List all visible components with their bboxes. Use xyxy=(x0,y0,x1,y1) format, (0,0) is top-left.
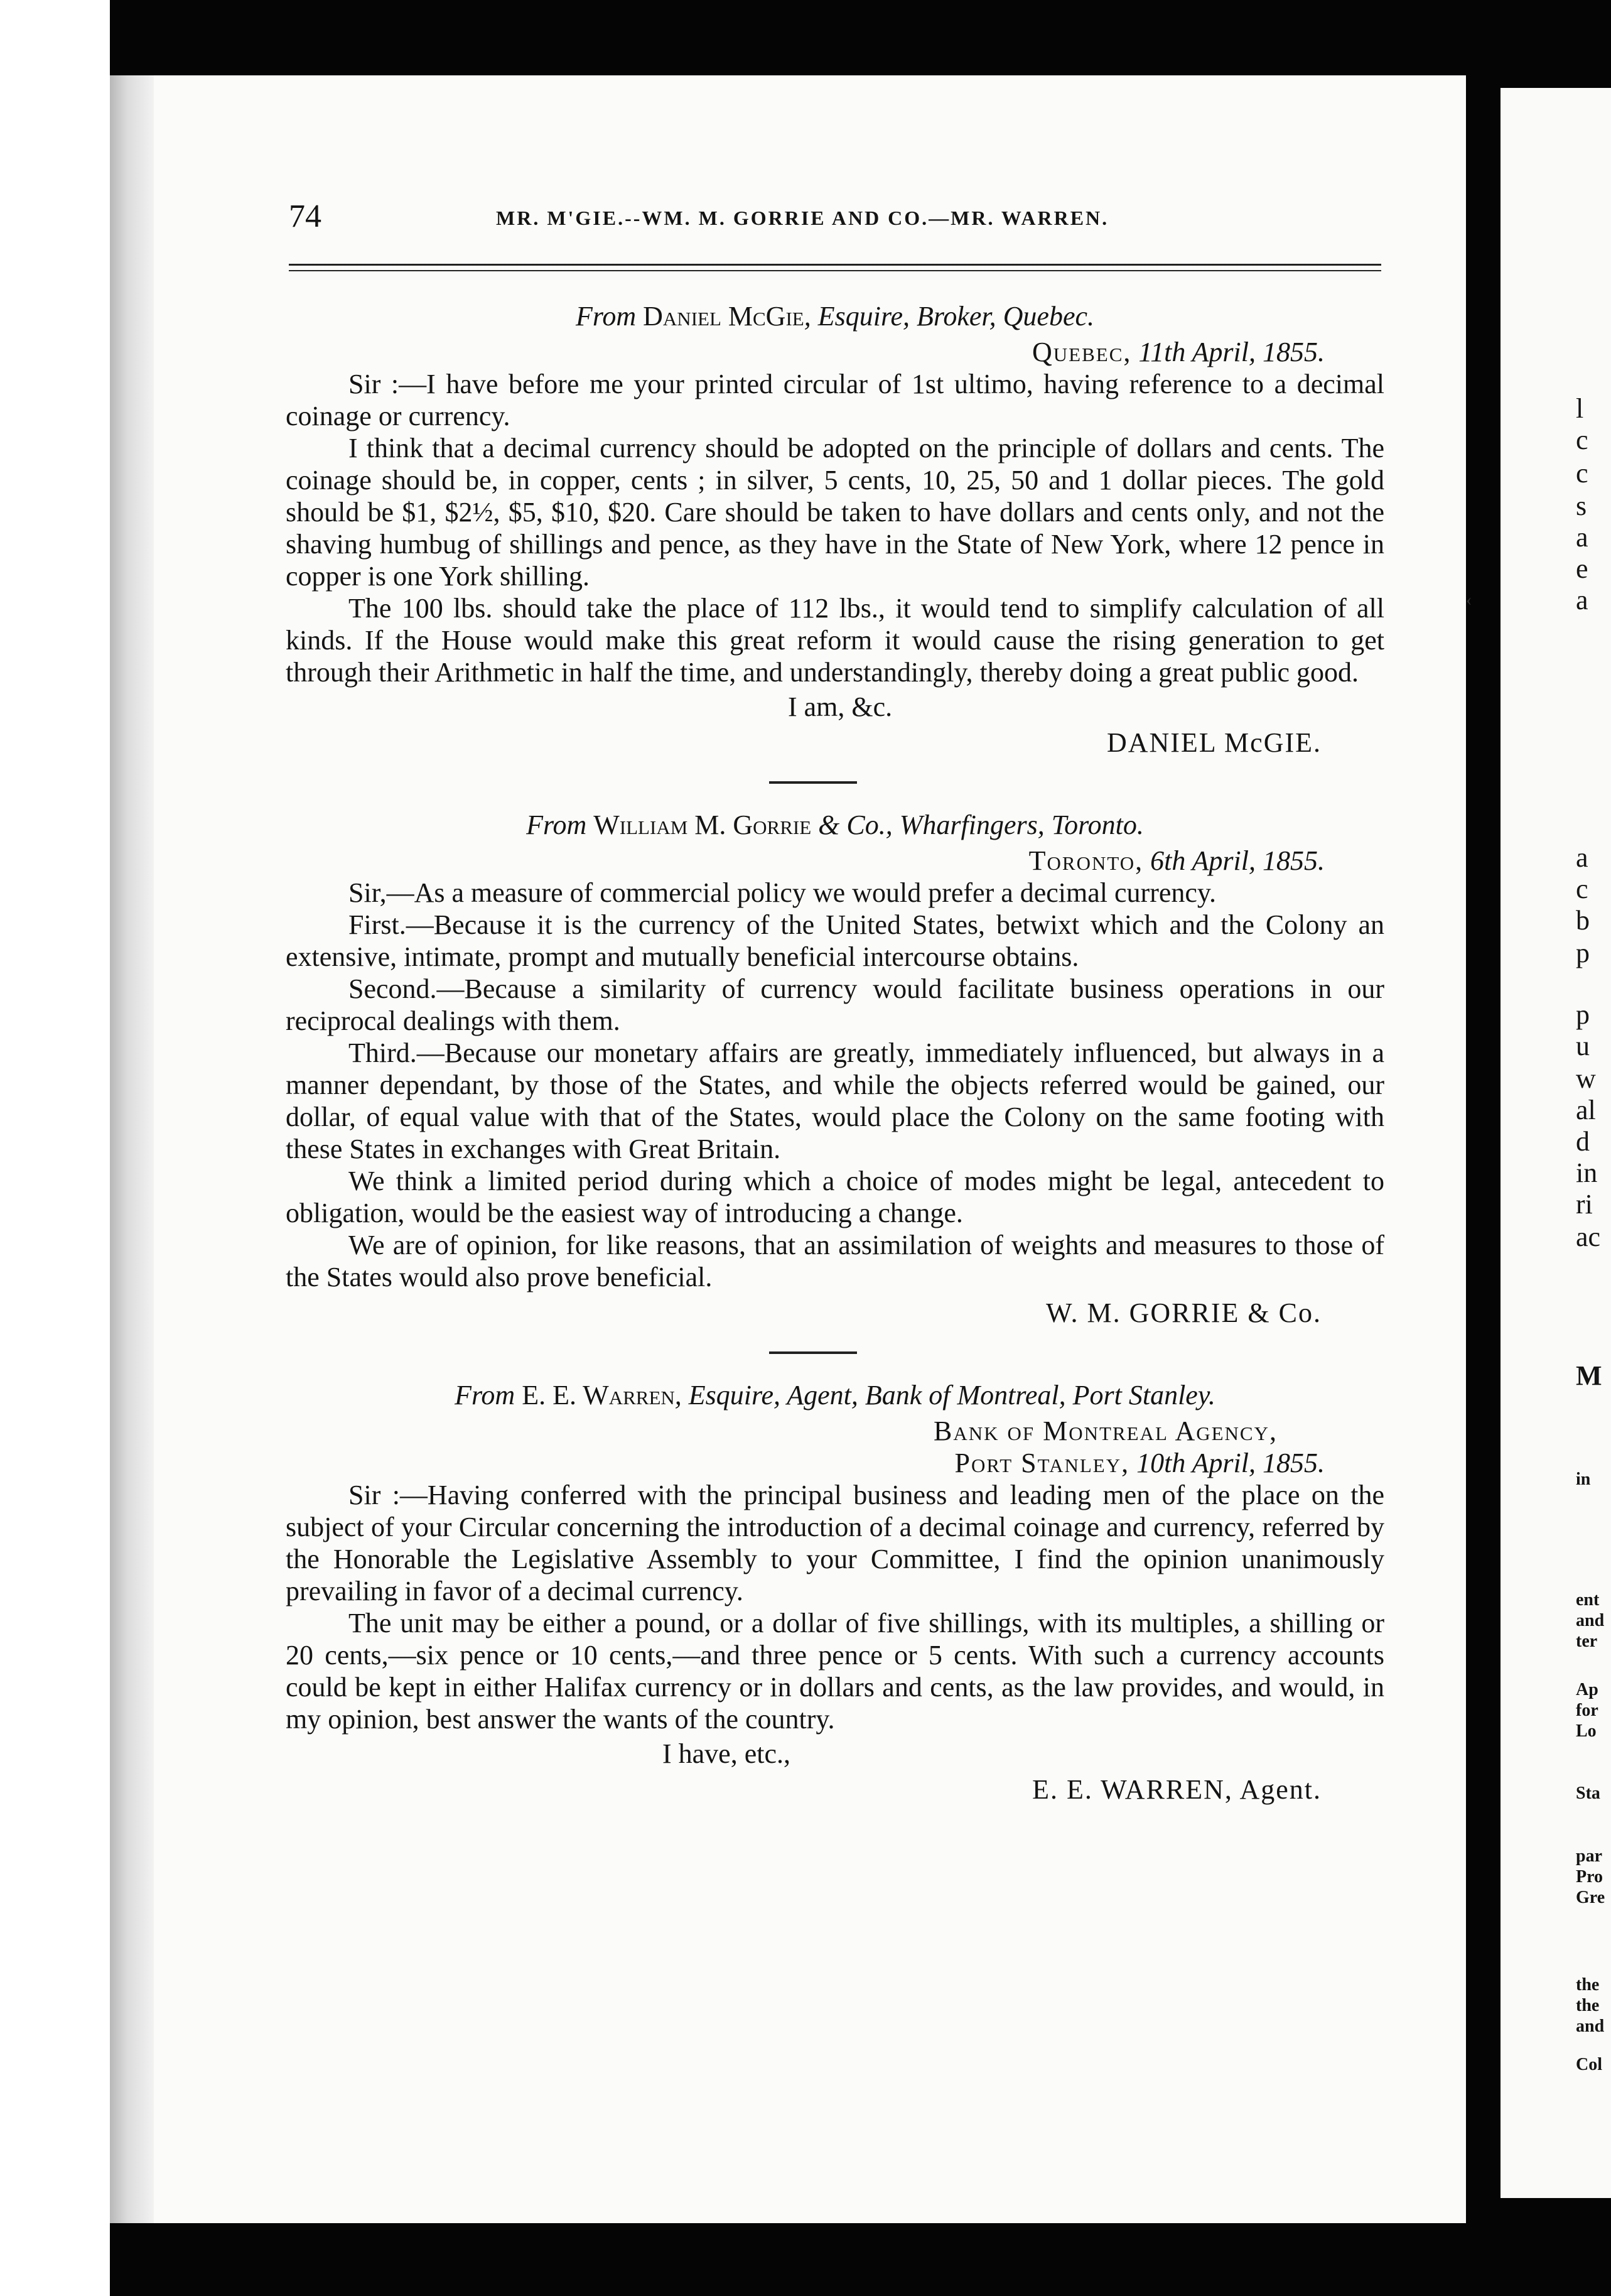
page-header xyxy=(289,198,1387,236)
letter-signature: W. M. GORRIE & Co. xyxy=(1046,1297,1322,1328)
margin-mark: ‹ xyxy=(1466,590,1472,610)
fragment-text: Pro xyxy=(1576,1867,1603,1887)
fragment-text: l xyxy=(1576,393,1584,424)
fragment-text: in xyxy=(1576,1157,1598,1188)
letter-paragraph: Third.—Because our monetary affairs are greatly, immediately influenced, but always in a manner dependant, by those of the States, and while the objects referred would be gained, our dollar, of equal value with that of the States, would place the Colony on the same footing with these States in exchanges with Great Britain. xyxy=(286,1037,1384,1164)
fragment-text: in xyxy=(1576,1470,1591,1489)
fragment-text: p xyxy=(1576,938,1590,968)
letter-heading: From Daniel McGie, Esquire, Broker, Quebec. xyxy=(575,301,1095,332)
section-divider xyxy=(769,781,857,784)
fragment-text: b xyxy=(1576,905,1590,936)
fragment-text: for xyxy=(1576,1701,1598,1720)
fragment-text: Col xyxy=(1576,2055,1602,2074)
fragment-text: Ap xyxy=(1576,1680,1598,1699)
fragment-text: M xyxy=(1576,1360,1602,1391)
fragment-text: the xyxy=(1576,1996,1600,2015)
fragment-text: and xyxy=(1576,1611,1605,1630)
letter-paragraph: Sir :—Having conferred with the principal business and leading men of the place on the subject of your Circular concerning the introduction of a decimal coinage and currency, referred by the Honorable the Legislative Assembly to your Committee, I find the opinion unanimously prevailing in favor of a decimal currency. xyxy=(286,1480,1384,1606)
fragment-text: Gre xyxy=(1576,1888,1605,1907)
fragment-text: c xyxy=(1576,874,1588,904)
fragment-text: u xyxy=(1576,1031,1590,1061)
letter-signature: E. E. WARREN, Agent. xyxy=(1032,1774,1322,1805)
letter-paragraph: Sir :—I have before me your printed circular of 1st ultimo, having reference to a decimal coinage or currency. xyxy=(286,369,1384,431)
fragment-text: and xyxy=(1576,2017,1605,2036)
letter-heading: From E. E. Warren, Esquire, Agent, Bank of Montreal, Port Stanley. xyxy=(455,1380,1215,1411)
letter-place-date: Toronto, 6th April, 1855. xyxy=(1028,845,1325,876)
letter-place-date: Port Stanley, 10th April, 1855. xyxy=(954,1448,1325,1478)
fragment-text: the xyxy=(1576,1975,1600,1995)
letter-paragraph: I think that a decimal currency should be adopted on the principle of dollars and cents. The coinage should be, in copper, cents ; in silver, 5 cents, 10, 25, 50 and 1 dollar pieces. The gold should be $1, $2½, $5, $10, $20. Care should be taken to have dollars and cents only, and not the shaving humbug of shillings and pence, as they have in the State of New York, where 12 pence in copper is one York shilling. xyxy=(286,433,1384,592)
letter-gorrie xyxy=(286,809,1384,1329)
letter-warren xyxy=(286,1379,1384,1806)
correspondent-name: E. E. Warren xyxy=(522,1380,675,1411)
fragment-text: s xyxy=(1576,490,1587,521)
fragment-text: Lo xyxy=(1576,1721,1597,1741)
letter-paragraph: We are of opinion, for like reasons, that an assimilation of weights and measures to those of the States would also prove beneficial. xyxy=(286,1230,1384,1292)
letter-paragraph: First.—Because it is the currency of the United States, betwixt which and the Colony an extensive, intimate, prompt and mutually beneficial intercourse obtains. xyxy=(286,909,1384,972)
fragment-text: d xyxy=(1576,1126,1590,1157)
letter-place-date: Quebec, 11th April, 1855. xyxy=(1032,337,1325,367)
letter-place-line: Bank of Montreal Agency, xyxy=(933,1416,1278,1446)
fragment-text: Sta xyxy=(1576,1784,1600,1803)
fragment-text: par xyxy=(1576,1846,1602,1866)
section-divider xyxy=(769,1351,857,1354)
fragment-text: ent xyxy=(1576,1590,1600,1610)
letter-paragraph: The 100 lbs. should take the place of 112 lbs., it would tend to simplify calculation of all kinds. If the House would make this great reform it would cause the rising generation to get through their Arithmetic in half the time, and understandingly, thereby doing a great public good. xyxy=(286,593,1384,688)
scan-margin-left xyxy=(0,0,110,2296)
fragment-text: al xyxy=(1576,1095,1596,1125)
fragment-text: w xyxy=(1576,1063,1596,1094)
letter-paragraph: Second.—Because a similarity of currency would facilitate business operations in our reciprocal dealings with them. xyxy=(286,973,1384,1036)
fragment-text: ter xyxy=(1576,1632,1598,1651)
fragment-text: c xyxy=(1576,458,1588,489)
fragment-text: c xyxy=(1576,425,1588,455)
letter-heading: From William M. Gorrie & Co., Wharfingers, Toronto. xyxy=(526,810,1144,840)
fragment-text: ri xyxy=(1576,1189,1593,1220)
letter-paragraph: The unit may be either a pound, or a dollar of five shillings, with its multiples, a shilling or 20 cents,—six pence or 10 cents,—and three pence or 5 cents. With such a currency accounts could be kept in either Halifax currency or in dollars and cents, as the law provides, and would, in my opinion, best answer the wants of the country. xyxy=(286,1608,1384,1735)
header-rule xyxy=(289,264,1381,271)
fragment-text: ac xyxy=(1576,1221,1601,1252)
page-body xyxy=(286,300,1384,1806)
correspondent-name: Daniel McGie xyxy=(643,301,804,332)
letter-closing: I am, &c. xyxy=(788,691,893,722)
fragment-text: e xyxy=(1576,553,1588,584)
page-number: 74 xyxy=(289,198,321,234)
letter-paragraph: Sir,—As a measure of commercial policy we would prefer a decimal currency. xyxy=(348,877,1217,908)
fragment-text: a xyxy=(1576,522,1588,553)
page-gutter-shadow xyxy=(110,75,154,2223)
letter-mcgie xyxy=(286,300,1384,759)
fragment-text: p xyxy=(1576,999,1590,1030)
fragment-text: a xyxy=(1576,585,1588,615)
correspondent-name: William M. Gorrie xyxy=(593,810,812,840)
fragment-text: a xyxy=(1576,842,1588,873)
letter-signature: DANIEL McGIE. xyxy=(1106,727,1322,758)
letter-paragraph: We think a limited period during which a choice of modes might be legal, antecedent to obligation, would be the easiest way of introducing a change. xyxy=(286,1166,1384,1228)
letter-closing: I have, etc., xyxy=(662,1738,790,1769)
running-head: MR. M'GIE.--WM. M. GORRIE AND CO.—MR. WARREN. xyxy=(496,207,1109,229)
